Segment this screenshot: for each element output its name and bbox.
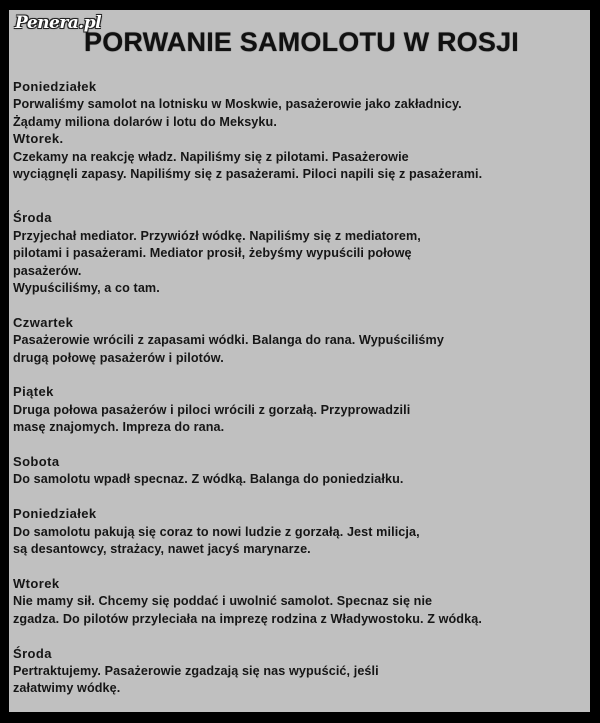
story-line: Wypuściliśmy, a co tam. [13,280,160,296]
story-line: Do samolotu wpadł specnaz. Z wódką. Balanga do poniedziałku. [13,471,404,487]
story-line: pilotami i pasażerami. Mediator prosił, żebyśmy wypuścili połowę [13,245,412,261]
watermark-logo: Penera.pl [15,13,102,33]
section-monday-2 [13,505,583,557]
story-line: są desantowcy, strażacy, nawet jacyś marynarze. [13,541,311,557]
day-label: Wtorek. [13,131,64,147]
story-line: Nie mamy sił. Chcemy się poddać i uwolnić samolot. Specnaz się nie [13,593,433,609]
story-content [13,78,583,697]
story-line: Przyjechał mediator. Przywiózł wódkę. Napiliśmy się z mediatorem, [13,227,421,243]
section-tuesday-2 [13,575,583,627]
day-label: Piątek [13,384,54,400]
day-label: Środa [13,210,52,226]
story-line: Porwaliśmy samolot na lotnisku w Moskwie, pasażerowie jako zakładnicy. [13,96,462,112]
section-wednesday-2 [13,645,583,697]
day-label: Poniedziałek [13,506,97,522]
section-friday [13,383,583,435]
story-line: Czekamy na reakcję władz. Napiliśmy się z pilotami. Pasażerowie [13,148,409,164]
section-thursday [13,314,583,366]
story-line: załatwimy wódkę. [13,680,121,696]
story-panel [9,10,590,712]
day-label: Sobota [13,454,60,470]
story-line: masę znajomych. Impreza do rana. [13,419,225,435]
story-line: drugą połowę pasażerów i pilotów. [13,349,224,365]
section-monday-1 [13,78,583,130]
day-label: Czwartek [13,314,74,330]
day-label: Poniedziałek [13,79,97,94]
day-label: Wtorek [13,575,60,591]
story-line: Żądamy miliona dolarów i lotu do Meksyku. [13,113,277,129]
story-line: Do samolotu pakują się coraz to nowi ludzie z gorzałą. Jest milicja, [13,523,420,539]
section-tuesday-1 [13,130,583,182]
story-line: pasażerów. [13,262,82,278]
story-line: Pasażerowie wrócili z zapasami wódki. Balanga do rana. Wypuściliśmy [13,332,444,348]
story-line: zgadza. Do pilotów przyleciała na imprezę rodzina z Władywostoku. Z wódką. [13,610,482,626]
section-wednesday-1 [13,209,583,296]
story-line: Druga połowa pasażerów i piloci wrócili z gorzałą. Przyprowadzili [13,401,411,417]
page-title: PORWANIE SAMOLOTU W ROSJI [83,27,520,57]
section-saturday [13,453,583,488]
day-label: Środa [13,645,52,661]
story-line: Pertraktujemy. Pasażerowie zgadzają się nas wypuścić, jeśli [13,662,379,678]
story-line: wyciągnęli zapasy. Napiliśmy się z pasażerami. Piloci napili się z pasażerami. [13,166,483,182]
